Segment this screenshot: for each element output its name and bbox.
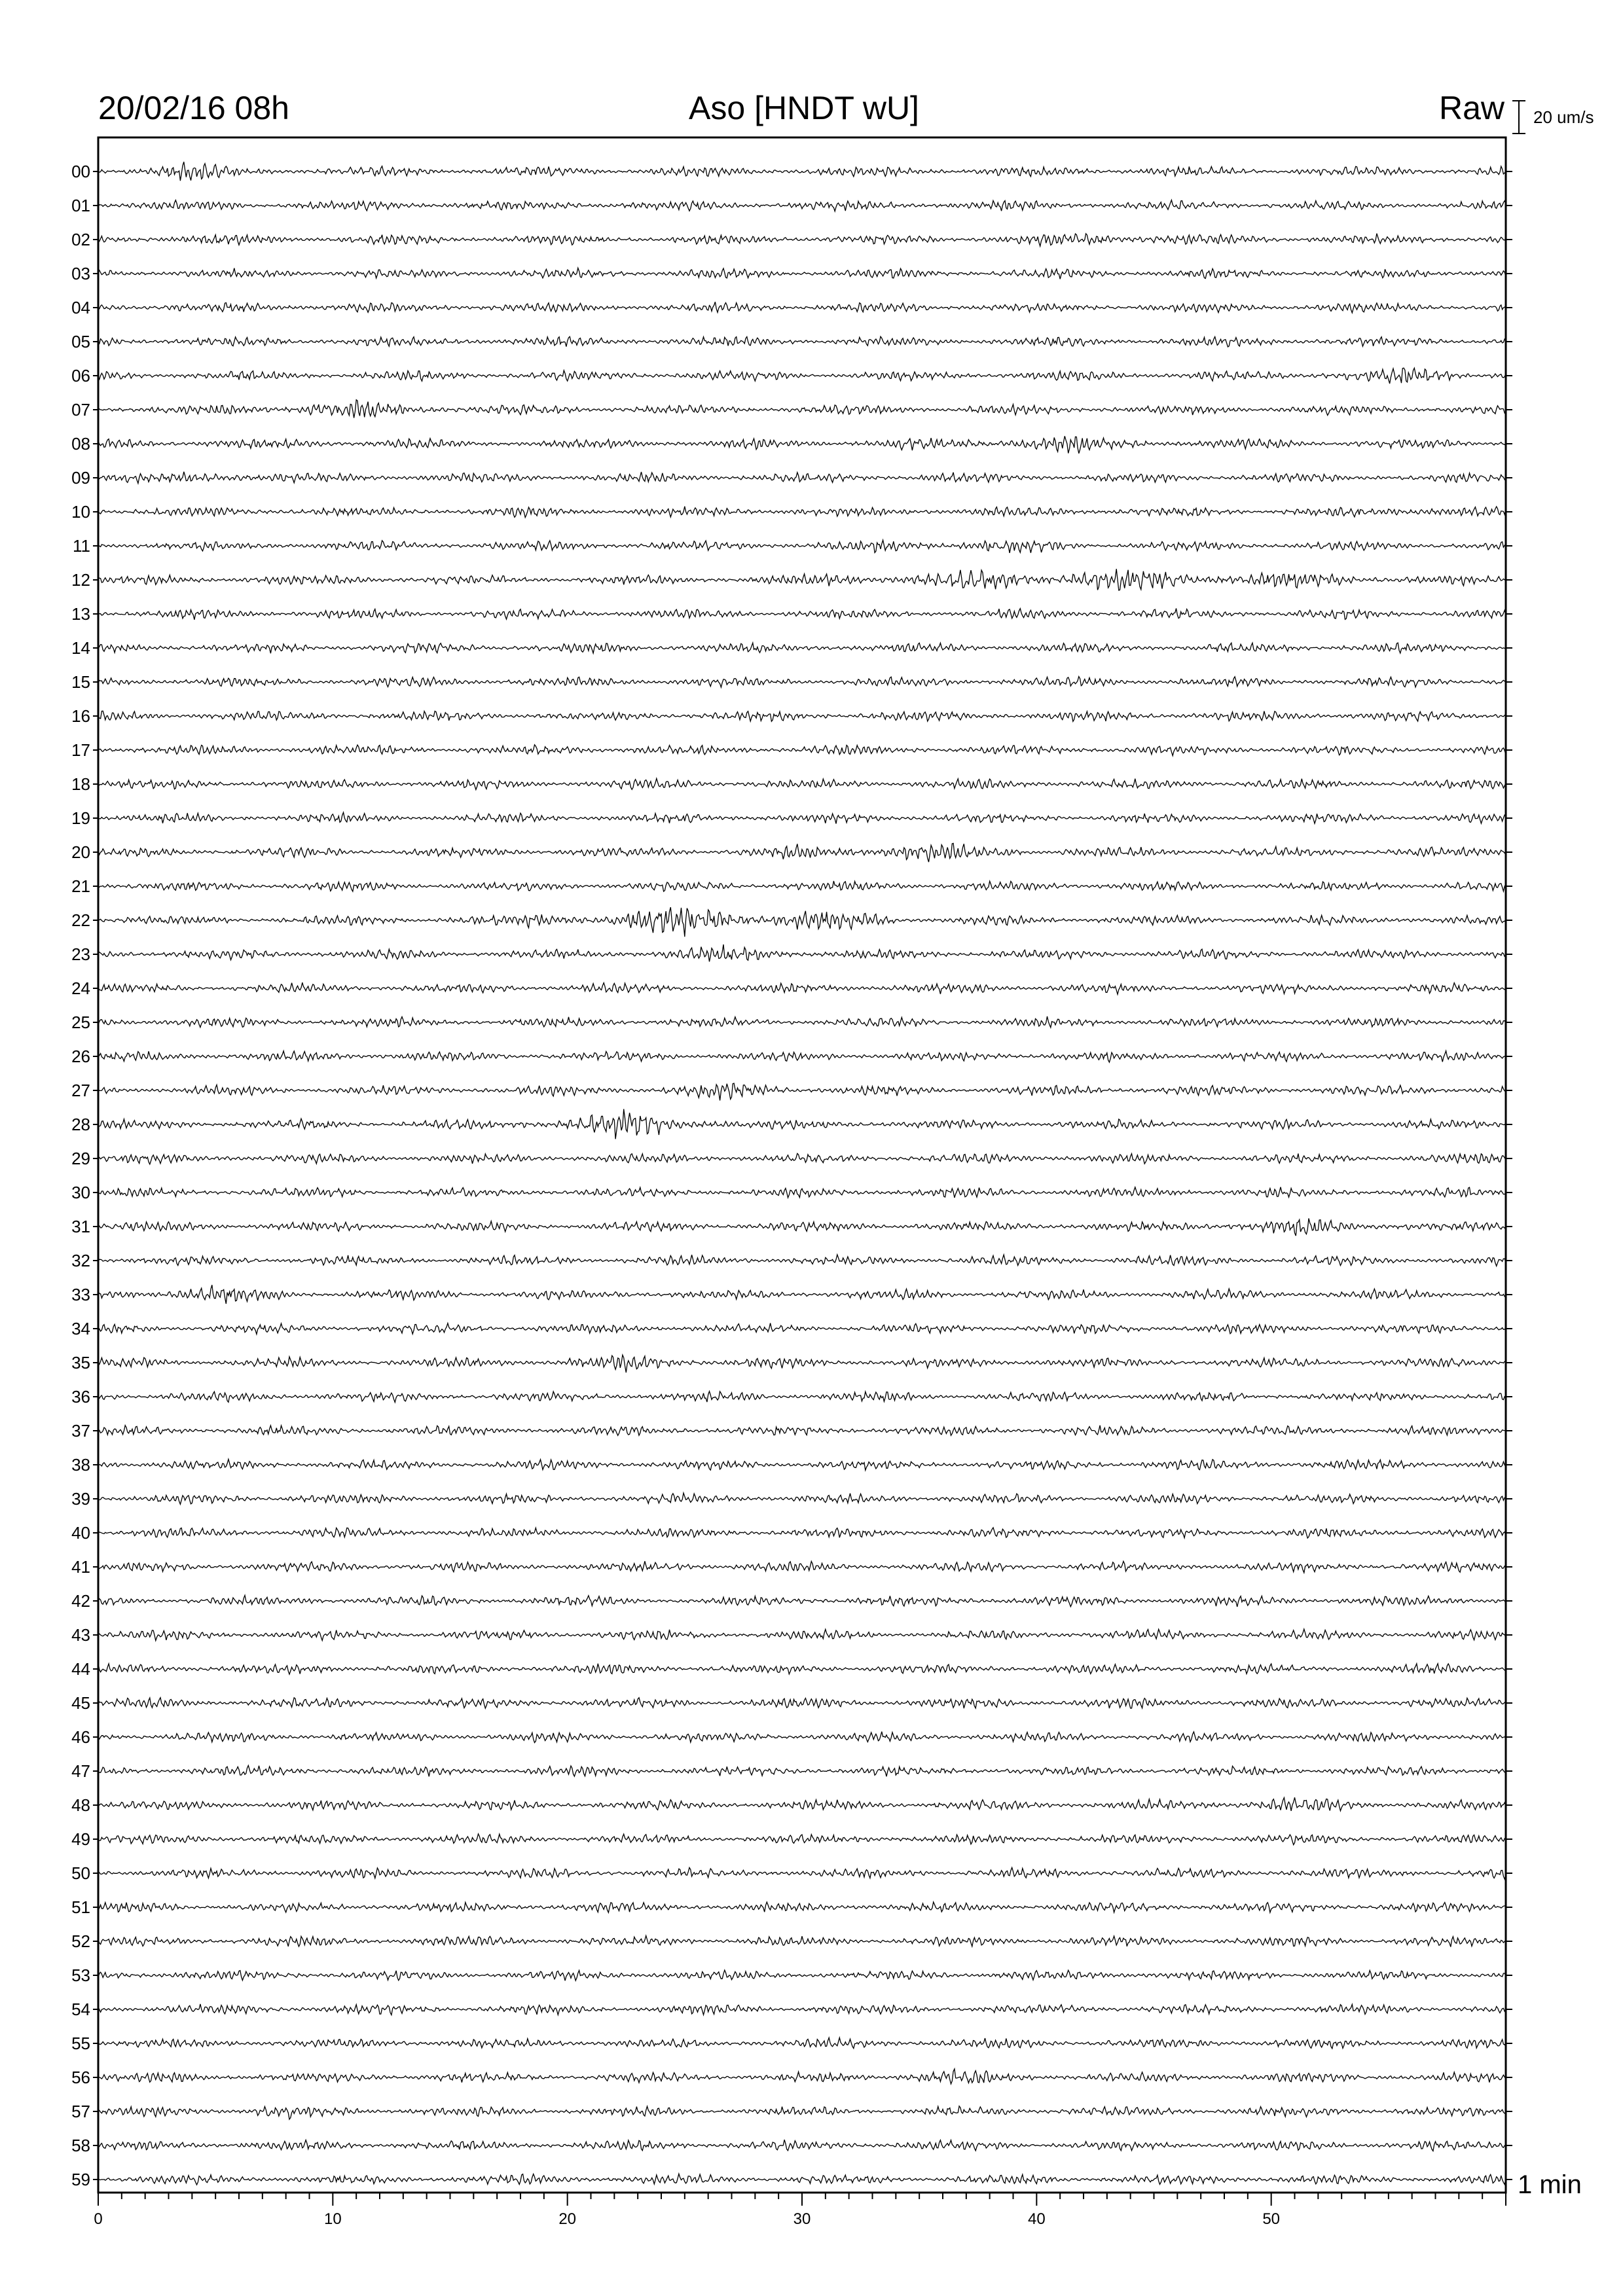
trace-58: [98, 2140, 1506, 2151]
row-label: 27: [71, 1081, 90, 1100]
trace-41: [98, 1561, 1506, 1573]
trace-22: [98, 907, 1506, 937]
trace-06: [98, 368, 1506, 384]
date-hour-label: 20/02/16 08h: [98, 90, 289, 126]
trace-19: [98, 812, 1506, 823]
trace-47: [98, 1765, 1506, 1776]
trace-31: [98, 1219, 1506, 1236]
row-label: 25: [71, 1013, 90, 1032]
trace-25: [98, 1016, 1506, 1028]
trace-35: [98, 1355, 1506, 1372]
trace-14: [98, 643, 1506, 653]
row-label: 04: [71, 298, 90, 317]
row-label: 24: [71, 978, 90, 998]
row-label: 23: [71, 944, 90, 964]
trace-12: [98, 569, 1506, 590]
row-label: 43: [71, 1625, 90, 1645]
row-label: 59: [71, 2170, 90, 2189]
trace-26: [98, 1051, 1506, 1062]
row-label: 22: [71, 910, 90, 930]
row-label: 56: [71, 2068, 90, 2087]
row-label: 34: [71, 1319, 90, 1338]
amplitude-scale-label: 20 um/s: [1533, 107, 1594, 127]
row-label: 10: [71, 502, 90, 522]
trace-45: [98, 1698, 1506, 1708]
row-label: 40: [71, 1523, 90, 1543]
trace-48: [98, 1797, 1506, 1811]
row-label: 09: [71, 468, 90, 488]
trace-10: [98, 507, 1506, 518]
trace-46: [98, 1732, 1506, 1743]
traces-group: [98, 162, 1506, 2185]
x-axis: [94, 2193, 1506, 2228]
row-label: 49: [71, 1829, 90, 1849]
row-label: 48: [71, 1795, 90, 1815]
trace-39: [98, 1493, 1506, 1504]
row-labels-group: [71, 162, 1512, 2189]
x-tick-label: 10: [323, 2210, 342, 2228]
row-label: 21: [71, 876, 90, 896]
trace-11: [98, 540, 1506, 553]
row-label: 02: [71, 230, 90, 249]
row-label: 37: [71, 1421, 90, 1441]
chart-title: Aso [HNDT wU]: [689, 90, 919, 126]
row-label: 51: [71, 1897, 90, 1917]
row-label: 03: [71, 264, 90, 283]
x-tick-label: 30: [793, 2210, 811, 2228]
x-tick-label: 20: [558, 2210, 577, 2228]
trace-53: [98, 1970, 1506, 1981]
row-label: 18: [71, 774, 90, 794]
trace-42: [98, 1595, 1506, 1607]
trace-52: [98, 1936, 1506, 1947]
trace-49: [98, 1834, 1506, 1845]
trace-24: [98, 982, 1506, 994]
row-label: 38: [71, 1455, 90, 1475]
row-label: 29: [71, 1149, 90, 1168]
row-label: 11: [73, 536, 90, 556]
row-label: 08: [71, 434, 90, 454]
row-label: 12: [71, 570, 90, 590]
trace-33: [98, 1285, 1506, 1304]
trace-54: [98, 2004, 1506, 2015]
row-label: 16: [71, 706, 90, 726]
trace-34: [98, 1323, 1506, 1335]
row-label: 35: [71, 1353, 90, 1372]
trace-13: [98, 609, 1506, 620]
trace-02: [98, 234, 1506, 247]
trace-59: [98, 2174, 1506, 2185]
row-label: 46: [71, 1727, 90, 1747]
trace-08: [98, 436, 1506, 454]
row-label: 13: [71, 604, 90, 624]
row-label: 45: [71, 1693, 90, 1713]
row-label: 14: [71, 638, 90, 658]
trace-04: [98, 302, 1506, 313]
row-label: 06: [71, 366, 90, 386]
row-label: 55: [71, 2034, 90, 2053]
row-label: 36: [71, 1387, 90, 1407]
row-label: 57: [71, 2102, 90, 2121]
trace-16: [98, 711, 1506, 721]
trace-09: [98, 472, 1506, 484]
mode-label: Raw: [1439, 90, 1505, 126]
row-label: 41: [71, 1557, 90, 1577]
trace-28: [98, 1109, 1506, 1139]
trace-15: [98, 677, 1506, 688]
trace-23: [98, 944, 1506, 961]
row-label: 26: [71, 1047, 90, 1066]
trace-01: [98, 200, 1506, 211]
trace-17: [98, 745, 1506, 756]
x-tick-label: 50: [1262, 2210, 1281, 2228]
trace-44: [98, 1663, 1506, 1674]
x-tick-label: 40: [1027, 2210, 1046, 2228]
row-label: 17: [71, 740, 90, 760]
row-label: 39: [71, 1489, 90, 1509]
trace-30: [98, 1187, 1506, 1198]
x-tick-label: 0: [94, 2210, 103, 2228]
trace-38: [98, 1460, 1506, 1471]
row-label: 00: [71, 162, 90, 181]
row-label: 07: [71, 400, 90, 420]
trace-20: [98, 844, 1506, 863]
row-label: 50: [71, 1863, 90, 1883]
trace-51: [98, 1902, 1506, 1912]
row-label: 05: [71, 332, 90, 351]
trace-56: [98, 2069, 1506, 2084]
row-label: 42: [71, 1591, 90, 1611]
row-label: 20: [71, 842, 90, 862]
trace-57: [98, 2106, 1506, 2119]
trace-05: [98, 336, 1506, 347]
x-axis-unit-label: 1 min: [1518, 2170, 1582, 2199]
trace-00: [98, 162, 1506, 181]
row-label: 47: [71, 1761, 90, 1781]
trace-32: [98, 1255, 1506, 1266]
trace-55: [98, 2037, 1506, 2049]
trace-07: [98, 400, 1506, 418]
row-label: 33: [71, 1285, 90, 1304]
row-label: 30: [71, 1183, 90, 1202]
trace-40: [98, 1528, 1506, 1538]
row-label: 28: [71, 1115, 90, 1134]
trace-36: [98, 1391, 1506, 1403]
trace-18: [98, 778, 1506, 789]
row-label: 44: [71, 1659, 90, 1679]
row-label: 58: [71, 2136, 90, 2155]
trace-21: [98, 881, 1506, 891]
trace-50: [98, 1867, 1506, 1879]
row-label: 15: [71, 672, 90, 692]
trace-27: [98, 1083, 1506, 1100]
row-label: 52: [71, 1931, 90, 1951]
trace-03: [98, 268, 1506, 279]
trace-37: [98, 1426, 1506, 1436]
row-label: 32: [71, 1251, 90, 1270]
row-label: 19: [71, 808, 90, 828]
row-label: 31: [71, 1217, 90, 1236]
row-label: 53: [71, 1965, 90, 1985]
trace-29: [98, 1153, 1506, 1164]
trace-43: [98, 1629, 1506, 1641]
row-label: 54: [71, 2000, 90, 2019]
row-label: 01: [71, 196, 90, 215]
